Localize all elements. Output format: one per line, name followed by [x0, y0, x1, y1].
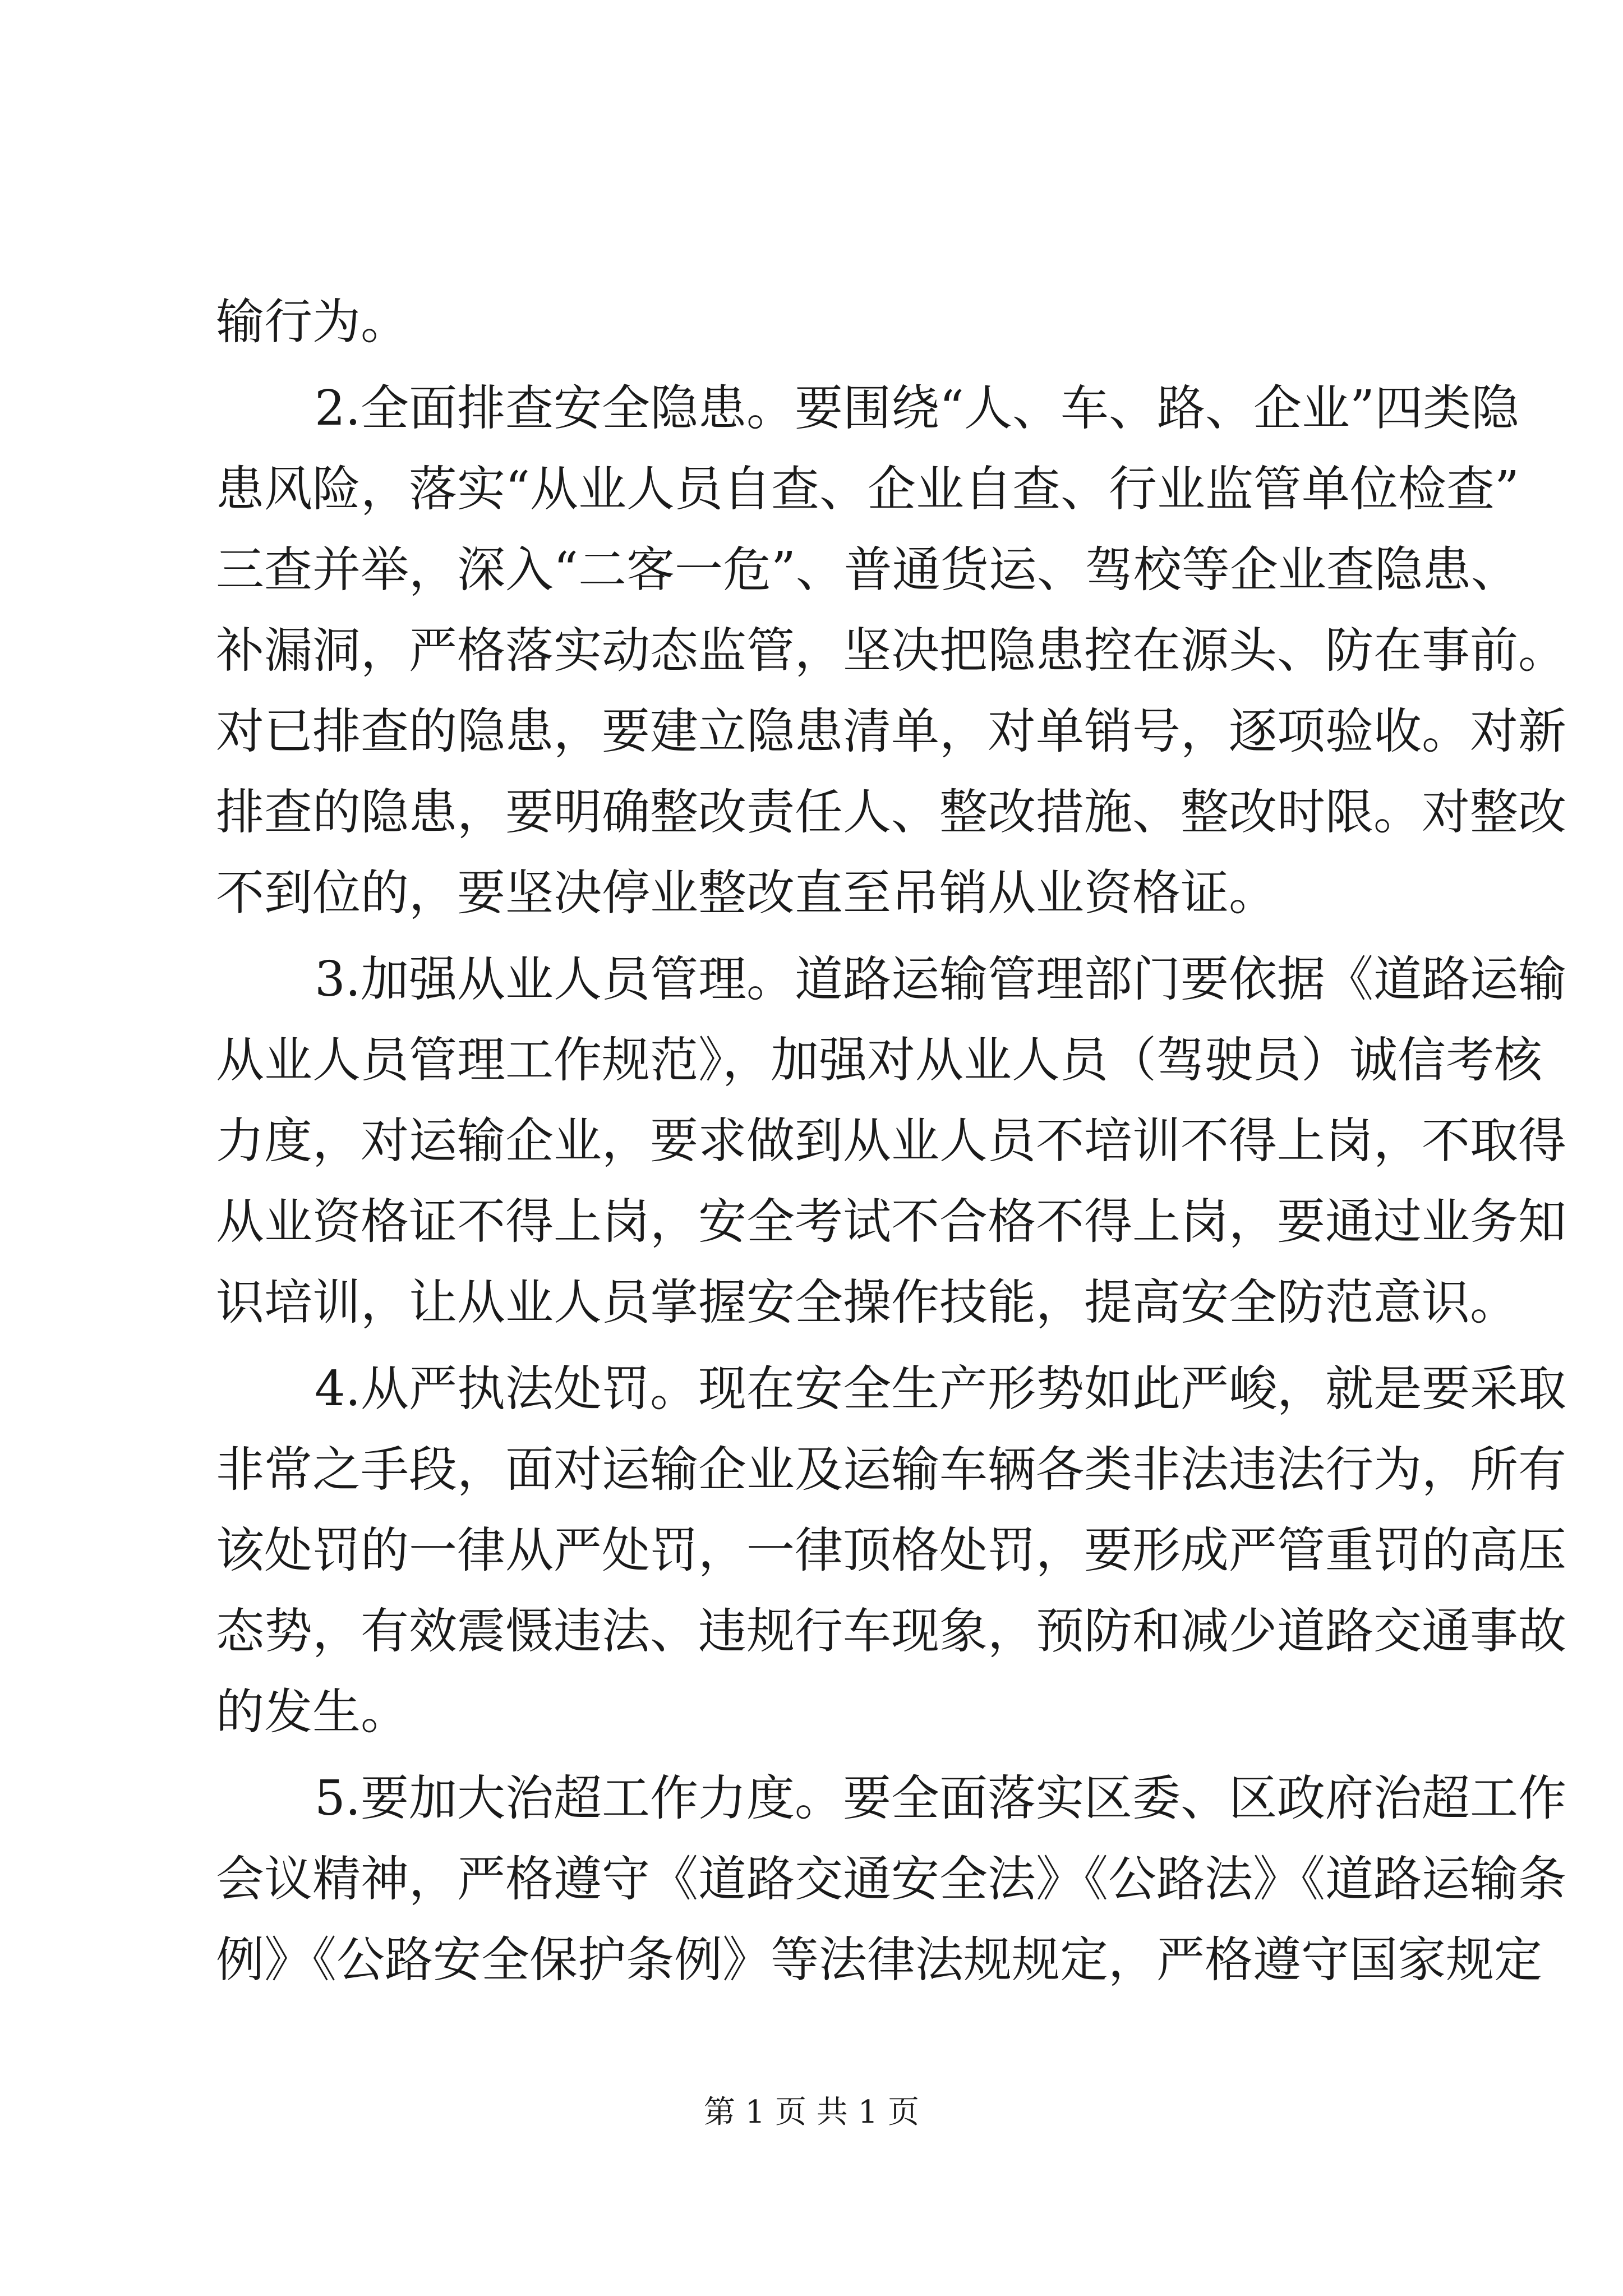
- paragraph: [216, 1349, 1567, 1752]
- text-line: 4.从严执法处罚。现在安全生产形势如此严峻，就是要采取: [315, 1361, 1567, 1417]
- text-line: 会议精神，严格遵守《道路交通安全法》《公路法》《道路运输条: [216, 1851, 1566, 1907]
- text-line: 识培训，让从业人员掌握安全操作技能，提高安全防范意识。: [216, 1274, 1518, 1331]
- paragraph: [216, 368, 1566, 933]
- document-body: [216, 282, 1567, 2000]
- text-line: 排查的隐患，要明确整改责任人、整改措施、整改时限。对整改: [216, 784, 1566, 840]
- page-footer: [0, 2090, 1623, 2135]
- text-line: 输行为。: [216, 294, 409, 350]
- text-line: 力度，对运输企业，要求做到从业人员不培训不得上岗，不取得: [216, 1113, 1566, 1169]
- text-line: 态势，有效震慑违法、违规行车现象，预防和减少道路交通事故: [216, 1603, 1566, 1659]
- paragraph: [216, 282, 1408, 362]
- text-line: 从业资格证不得上岗，安全考试不合格不得上岗，要通过业务知: [216, 1194, 1566, 1250]
- text-line: 不到位的，要坚决停业整改直至吊销从业资格证。: [216, 865, 1277, 921]
- text-line: 该处罚的一律从严处罚，一律顶格处罚，要形成严管重罚的高压: [216, 1522, 1566, 1579]
- text-line: 患风险，落实“从业人员自查、企业自查、行业监管单位检查”: [216, 461, 1519, 517]
- page-number: 第 1 页 共 1 页: [703, 2094, 920, 2131]
- text-line: 非常之手段，面对运输企业及运输车辆各类非法违法行为，所有: [216, 1442, 1566, 1498]
- text-line: 对已排查的隐患，要建立隐患清单，对单销号，逐项验收。对新: [216, 703, 1566, 760]
- text-line: 3.加强从业人员管理。道路运输管理部门要依据《道路运输: [315, 951, 1567, 1007]
- text-line: 5.要加大治超工作力度。要全面落实区委、区政府治超工作: [315, 1770, 1567, 1826]
- text-line: 例》《公路安全保护条例》等法律法规规定，严格遵守国家规定: [216, 1932, 1542, 1988]
- paragraph: [216, 1758, 1567, 2000]
- text-line: 从业人员管理工作规范》，加强对从业人员（驾驶员）诚信考核: [216, 1032, 1542, 1088]
- text-line: 的发生。: [216, 1684, 409, 1740]
- paragraph: [216, 939, 1567, 1343]
- text-line: 2.全面排查安全隐患。要围绕“人、车、路、企业”四类隐: [315, 380, 1519, 436]
- text-line: 三查并举，深入“二客一危”、普通货运、驾校等企业查隐患、: [216, 542, 1519, 598]
- text-line: 补漏洞，严格落实动态监管，坚决把隐患控在源头、防在事前。: [216, 623, 1566, 679]
